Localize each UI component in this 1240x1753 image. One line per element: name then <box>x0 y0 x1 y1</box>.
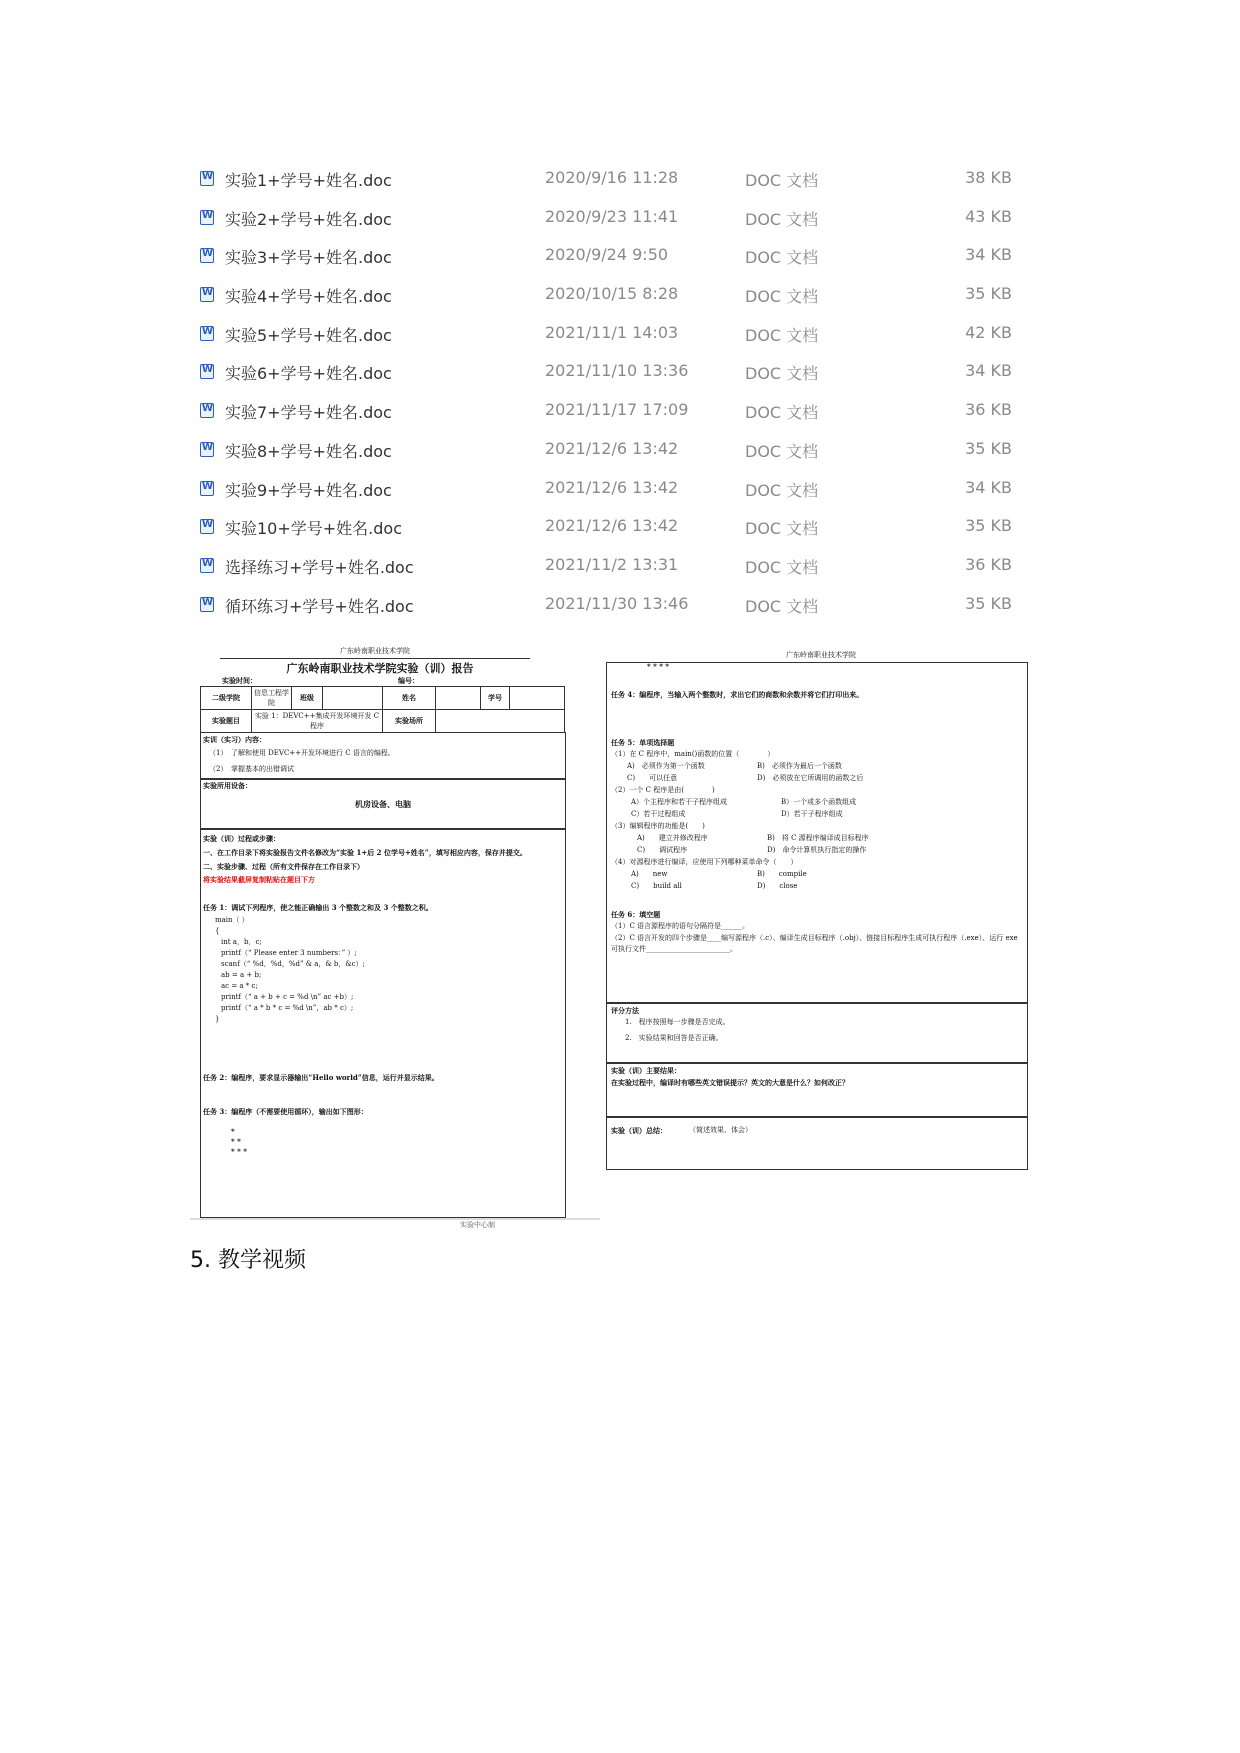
file-size: 35 KB <box>965 516 1012 536</box>
college-value: 信息工程学院 <box>251 686 292 710</box>
q4-d: D) close <box>757 882 798 890</box>
file-date: 2021/11/2 13:31 <box>545 554 679 574</box>
file-row[interactable] <box>200 353 1020 392</box>
word-doc-icon <box>200 481 214 496</box>
code-line: printf（“ a * b * c = %d \n”，ab * c）; <box>221 1004 354 1012</box>
col-topic: 实验题目 <box>200 709 252 733</box>
result-box <box>606 1062 1028 1118</box>
score-head: 评分方法 <box>611 1006 639 1015</box>
star-pattern <box>231 1127 247 1157</box>
q3: （3）编辑程序的功能是( ) <box>611 822 705 830</box>
content-item-2: （2） 掌握基本的出错调试 <box>209 765 294 773</box>
q3-c: C) 调试程序 <box>637 846 688 854</box>
task-1: 任务 1：调试下列程序，使之能正确输出 3 个整数之和及 3 个整数之积。 <box>203 903 433 912</box>
col-place: 实验场所 <box>382 709 436 733</box>
file-date: 2021/12/6 13:42 <box>545 516 679 536</box>
file-type: DOC 文档 <box>745 480 819 500</box>
file-row[interactable] <box>200 276 1020 315</box>
file-size: 43 KB <box>965 206 1012 226</box>
file-date: 2021/12/6 13:42 <box>545 438 679 458</box>
footer-note: 实验中心制 <box>460 1221 495 1229</box>
col-class: 班级 <box>291 686 323 710</box>
number-label: 编号： <box>398 676 419 685</box>
file-name[interactable]: 实验4+学号+姓名.doc <box>225 287 392 307</box>
q1-c: C) 可以任意 <box>627 774 678 782</box>
word-doc-icon <box>200 210 214 225</box>
file-type: DOC 文档 <box>745 209 819 229</box>
content-box <box>200 732 566 780</box>
col-id: 学号 <box>480 686 510 710</box>
q2-c: C）若干过程组成 <box>631 810 686 818</box>
report-page-1 <box>190 646 600 1229</box>
file-size: 34 KB <box>965 361 1012 381</box>
topic-value: 实验 1：DEVC++集成开发环境开发 C 程序 <box>251 709 383 733</box>
file-type: DOC 文档 <box>745 287 819 307</box>
file-list <box>200 160 1020 624</box>
word-doc-icon <box>200 558 214 573</box>
file-type: DOC 文档 <box>745 325 819 345</box>
task-5: 任务 5：单项选择题 <box>611 738 675 747</box>
word-doc-icon <box>200 287 214 302</box>
q3-a: A) 建立并修改程序 <box>637 834 708 842</box>
file-row[interactable] <box>200 392 1020 431</box>
file-date: 2020/9/16 11:28 <box>545 168 679 187</box>
file-date: 2020/10/15 8:28 <box>545 284 679 304</box>
q2-d: D）若干子程序组成 <box>781 810 843 818</box>
code-line: printf（“ a + b + c = %d \n” ac +b）; <box>221 993 354 1001</box>
file-type: DOC 文档 <box>745 519 819 539</box>
fill-1: （1）C 语言源程序的语句分隔符是______。 <box>611 922 750 930</box>
file-date: 2020/9/23 11:41 <box>545 206 679 226</box>
file-row[interactable] <box>200 547 1020 586</box>
q4-c: C) build all <box>631 882 682 890</box>
task-3: 任务 3：编程序（不需要使用循环），输出如下图形： <box>203 1107 368 1116</box>
q2-b: B）一个或多个函数组成 <box>781 798 857 806</box>
score-1: 1. 程序按照每一步骤是否完成。 <box>625 1018 730 1026</box>
code-line: scanf（“ %d，%d，%d” & a，& b，&c）; <box>221 960 365 968</box>
file-date: 2021/11/30 13:46 <box>545 593 689 613</box>
score-2: 2. 实验结果和回答是否正确。 <box>625 1034 723 1042</box>
word-doc-icon <box>200 597 214 612</box>
word-doc-icon <box>200 364 214 379</box>
code-line: int a，b，c; <box>221 938 262 946</box>
star-line: * * * <box>231 1147 247 1156</box>
q4: （4）对源程序进行编译，应使用下列哪种菜单命令（ ） <box>611 858 798 866</box>
q4-b: B) compile <box>757 870 807 878</box>
file-type: DOC 文档 <box>745 248 819 268</box>
file-name[interactable]: 实验2+学号+姓名.doc <box>225 209 392 229</box>
file-row[interactable] <box>200 431 1020 470</box>
word-doc-icon <box>200 171 214 186</box>
file-size: 38 KB <box>965 168 1012 187</box>
task-2: 任务 2：编程序，要求显示器输出“Hello world”信息，运行并显示结果。 <box>203 1073 439 1082</box>
steps-box <box>200 828 566 1218</box>
word-doc-icon <box>200 442 214 457</box>
section-heading: 5. 教学视频 <box>190 1248 306 1273</box>
file-name[interactable]: 实验5+学号+姓名.doc <box>225 325 392 345</box>
fill-2: （2）C 语言开发的四个步骤是____编写源程序（.c）、编译生成目标程序（.obj）、链接目标程序生成可执行程序（.exe）、运行 exe 可执行文件________________________。 <box>611 934 1018 953</box>
file-type: DOC 文档 <box>745 596 819 616</box>
step-1: 一、在工作目录下将实验报告文件名修改为“实验 1+后 2 位学号+姓名”，填写相应内容，保存并提交。 <box>203 848 527 857</box>
file-name[interactable]: 实验8+学号+姓名.doc <box>225 441 392 461</box>
star-line: * <box>231 1127 235 1136</box>
file-size: 34 KB <box>965 477 1012 497</box>
file-type: DOC 文档 <box>745 171 819 190</box>
file-size: 35 KB <box>965 284 1012 304</box>
code-line: printf（“ Please enter 3 numbers：” ）; <box>221 949 357 957</box>
file-size: 35 KB <box>965 438 1012 458</box>
content-head: 实训（实习）内容： <box>203 735 266 744</box>
step-red-note: 将实验结果截屏复制粘贴在题目下方 <box>203 875 315 884</box>
school-header: 广东岭南职业技术学院 <box>340 647 410 655</box>
code-line: { <box>215 927 220 935</box>
report-title: 广东岭南职业技术学院实验（训）报告 <box>286 662 474 675</box>
equip-head: 实验所用设备： <box>203 781 252 790</box>
tasks-box <box>606 662 1028 1004</box>
q1-b: B) 必须作为最后一个函数 <box>757 762 842 770</box>
file-type: DOC 文档 <box>745 557 819 577</box>
file-row[interactable] <box>200 160 1020 199</box>
code-line: main（ ） <box>215 916 249 924</box>
word-doc-icon <box>200 248 214 263</box>
q1-a: A) 必须作为第一个函数 <box>627 762 705 770</box>
file-type: DOC 文档 <box>745 364 819 384</box>
file-name[interactable]: 选择练习+学号+姓名.doc <box>225 557 414 577</box>
file-name[interactable]: 实验9+学号+姓名.doc <box>225 480 392 500</box>
file-row[interactable] <box>200 237 1020 276</box>
file-name[interactable]: 实验6+学号+姓名.doc <box>225 364 392 384</box>
file-type: DOC 文档 <box>745 403 819 423</box>
step-2: 二、实验步骤、过程（所有文件保存在工作目录下） <box>203 862 364 871</box>
q2-a: A）个主程序和若干子程序组成 <box>631 798 728 806</box>
file-size: 36 KB <box>965 400 1012 420</box>
file-name[interactable]: 实验3+学号+姓名.doc <box>225 248 392 268</box>
code-line: ab = a + b; <box>221 971 262 979</box>
file-date: 2021/11/17 17:09 <box>545 400 689 420</box>
result-question: 在实验过程中，编译时有哪些英文错误提示？英文的大意是什么？如何改正？ <box>611 1078 849 1087</box>
summary-hint: （简述效果、体会） <box>689 1126 752 1134</box>
report-page-2 <box>606 650 1036 1204</box>
file-size: 42 KB <box>965 322 1012 342</box>
file-row[interactable] <box>200 199 1020 238</box>
file-size: 35 KB <box>965 593 1012 613</box>
file-name[interactable]: 实验1+学号+姓名.doc <box>225 171 392 190</box>
code-line: } <box>215 1015 220 1023</box>
file-size: 36 KB <box>965 554 1012 574</box>
word-doc-icon <box>200 326 214 341</box>
result-head: 实验（训）主要结果： <box>611 1066 681 1075</box>
summary-box <box>606 1116 1028 1170</box>
col-name: 姓名 <box>382 686 436 710</box>
code-line: ac = a * c; <box>221 982 258 990</box>
task-6: 任务 6：填空题 <box>611 910 661 919</box>
file-date: 2021/12/6 13:42 <box>545 477 679 497</box>
file-date: 2021/11/10 13:36 <box>545 361 689 381</box>
col-college: 二级学院 <box>200 686 252 710</box>
file-row[interactable] <box>200 586 1020 625</box>
q3-b: B) 将 C 源程序编译成目标程序 <box>767 834 869 842</box>
equip-value: 机房设备、电脑 <box>355 799 411 809</box>
content-item-1: （1） 了解和使用 DEVC++开发环境进行 C 语言的编程。 <box>209 749 395 757</box>
equipment-box <box>200 778 566 830</box>
steps-head: 实验（训）过程或步骤： <box>203 834 280 843</box>
file-name[interactable]: 实验10+学号+姓名.doc <box>225 519 403 539</box>
school-header-2: 广东岭南职业技术学院 <box>786 651 856 659</box>
q1: （1）在 C 程序中，main()函数的位置（ ） <box>611 750 775 758</box>
file-name[interactable]: 实验7+学号+姓名.doc <box>225 403 392 423</box>
q2: （2）一个 C 程序是由( ) <box>611 786 715 794</box>
q4-a: A) new <box>631 870 668 878</box>
summary-head: 实验（训）总结： <box>611 1126 667 1135</box>
q1-d: D) 必须放在它所调用的函数之后 <box>757 774 864 782</box>
scoring-box <box>606 1002 1028 1064</box>
file-name[interactable]: 循环练习+学号+姓名.doc <box>225 596 414 616</box>
file-size: 34 KB <box>965 245 1012 265</box>
code-block <box>215 915 365 1025</box>
file-type: DOC 文档 <box>745 441 819 461</box>
task-4: 任务 4：编程序，当输入两个整数时，求出它们的商数和余数并将它们打印出来。 <box>611 690 864 699</box>
file-date: 2021/11/1 14:03 <box>545 322 679 342</box>
exp-time-label: 实验时间： <box>222 676 257 685</box>
file-row[interactable] <box>200 470 1020 509</box>
word-doc-icon <box>200 403 214 418</box>
file-date: 2020/9/24 9:50 <box>545 245 669 265</box>
top-stars: * * * * <box>647 662 669 671</box>
word-doc-icon <box>200 519 214 534</box>
file-row[interactable] <box>200 508 1020 547</box>
star-line: * * <box>231 1137 241 1146</box>
file-row[interactable] <box>200 315 1020 354</box>
q3-d: D) 命令计算机执行指定的操作 <box>767 846 867 854</box>
